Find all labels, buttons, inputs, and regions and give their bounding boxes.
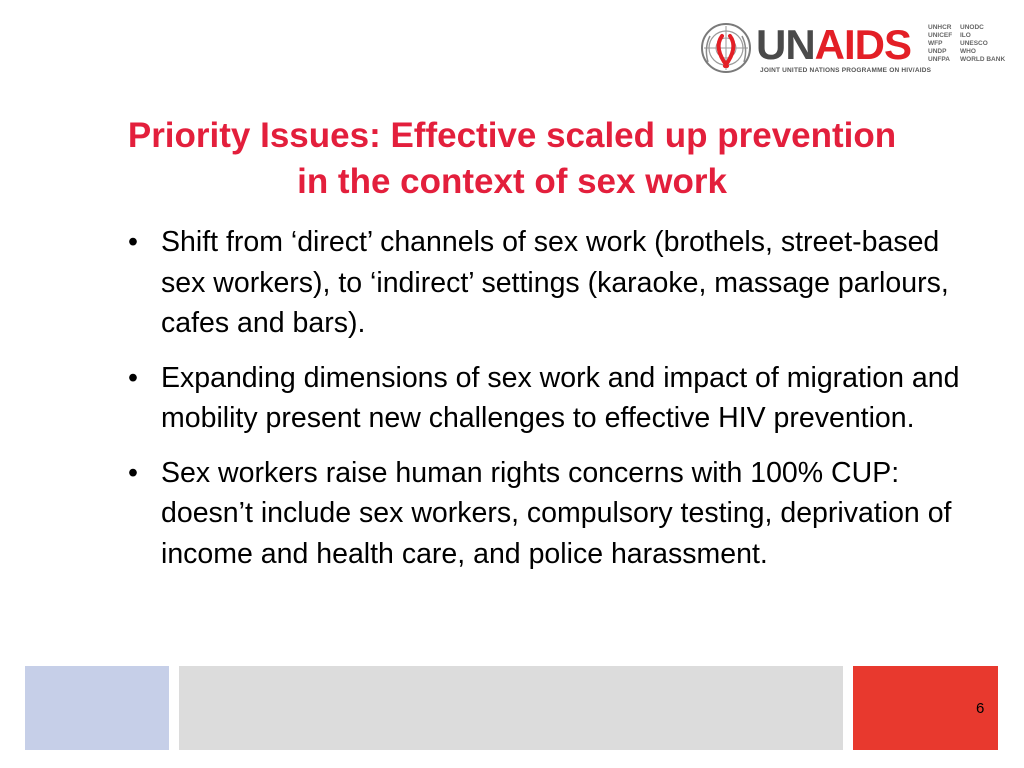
bullet-marker: • [128,226,138,258]
wordmark-aids: AIDS [814,21,912,68]
unaids-wordmark [756,21,912,68]
bullet-item [124,222,964,344]
cosponsor-name: WHO [960,48,976,55]
bullet-text: Expanding dimensions of sex work and impact of migration and mobility present new challenges to effective HIV prevention. [161,361,960,434]
bullet-text: Sex workers raise human rights concerns with 100% CUP: doesn’t include sex workers, compulsory testing, deprivation of income and health care, and police harassment. [161,456,952,570]
slide-title-line-1: Priority Issues: Effective scaled up prevention [127,116,897,155]
cosponsor-name: WORLD BANK [960,56,1006,63]
bullet-list [124,222,964,588]
cosponsors-column-2 [960,24,1005,64]
cosponsor-name: UNFPA [928,56,950,63]
footer-blue-band [25,666,169,750]
cosponsor-name: UNODC [960,24,984,31]
bullet-item [124,358,964,439]
footer-grey-band [179,666,843,750]
slide-title [40,113,984,205]
unaids-logo [700,18,1006,74]
wordmark-un: UN [756,21,815,68]
un-emblem-icon [700,22,752,74]
cosponsor-name: UNESCO [960,40,988,47]
logo-subtitle: JOINT UNITED NATIONS PROGRAMME ON HIV/AIDS [760,67,932,74]
cosponsor-name: UNDP [928,48,947,55]
bullet-text: Shift from ‘direct’ channels of sex work (brothels, street-based sex workers), to ‘indirect’ settings (karaoke, massage parlours, cafes and bars). [161,226,949,339]
cosponsors-column-1 [928,24,952,64]
cosponsor-name: UNHCR [928,24,952,31]
page-number: 6 [976,700,985,717]
bullet-marker: • [128,456,138,489]
cosponsor-name: WFP [928,40,943,47]
cosponsor-name: ILO [960,32,971,39]
bullet-marker: • [128,361,138,394]
slide-title-line-2: in the context of sex work [297,162,727,201]
cosponsor-name: UNICEF [928,32,953,39]
bullet-item [124,453,964,575]
